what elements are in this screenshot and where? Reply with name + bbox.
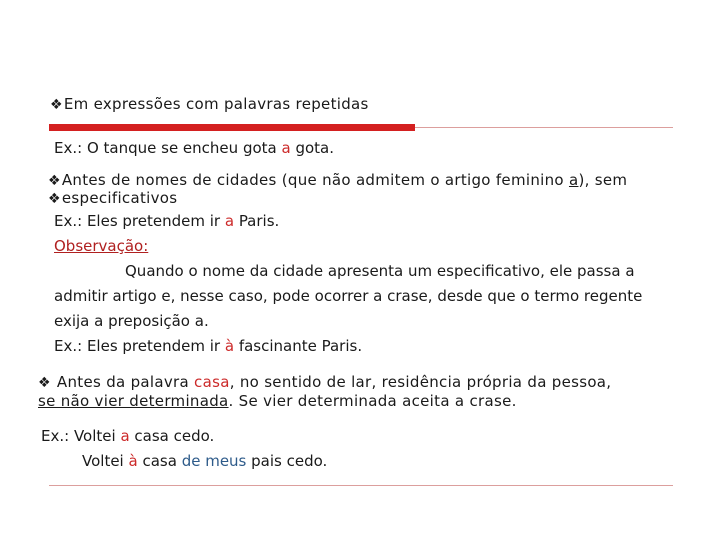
observation-line-3-prefix: exija a preposição [54,312,195,330]
example-4-casa: casa [129,427,169,445]
diamond-bullet-icon: ❖ [48,173,61,189]
example-3-crase: à [224,337,235,355]
example-4-end: cedo. [168,427,215,445]
bullet-item-specificatives [48,189,177,207]
example-1 [54,139,334,157]
example-2-article: a [224,212,235,230]
example-3-end: fascinante Paris. [234,337,363,355]
bullet-word-casa: casa [194,373,230,391]
bullet-text: Em expressões com palavras repetidas [63,95,369,113]
title-accent-bar [49,124,415,131]
bullet-item-casa-continued [38,392,517,410]
example-4-l2-end: pais cedo. [246,452,328,470]
bullet-text: especificativos [61,189,178,207]
example-1-prefix: Ex.: O tanque se encheu [54,139,243,157]
example-1-end: . [329,139,335,157]
bullet-text: Antes da palavra [51,373,195,391]
bullet-text-rest: . Se vier determinada aceita a crase. [228,392,517,410]
example-4-possessive: de meus [181,452,247,470]
bullet-text-rest: , no sentido de lar, residência própria da pessoa, [229,373,612,391]
observation-preposition: a [194,312,204,330]
observation-line-3 [54,312,209,330]
example-1-preposition: a [276,139,296,157]
example-4-prefix: Ex.: Voltei [41,427,121,445]
bullet-item-city-names [48,171,627,189]
example-4-line-2 [82,452,327,470]
example-4-l2-prefix: Voltei [82,452,129,470]
example-4-line-1 [41,427,214,445]
example-2-end: Paris. [234,212,280,230]
bullet-underlined-article: a [568,171,579,189]
bullet-item-repeated-words [50,95,369,113]
observation-line-1: Quando o nome da cidade apresenta um especificativo, ele passa a [125,262,635,280]
bullet-text: Antes de nomes de cidades (que não admitem o artigo feminino [61,171,569,189]
example-3-prefix: Ex.: Eles pretendem ir [54,337,225,355]
observation-title: Observação: [54,237,149,255]
bullet-text-end: ), sem [578,171,628,189]
example-2 [54,212,279,230]
example-1-word1: gota [242,139,277,157]
example-4-l2-casa: casa [137,452,182,470]
title-rule-line [415,127,673,128]
example-3 [54,337,362,355]
bullet-item-casa [38,373,611,391]
diamond-bullet-icon: ❖ [48,191,61,207]
example-2-prefix: Ex.: Eles pretendem ir [54,212,225,230]
observation-line-2: admitir artigo e, nesse caso, pode ocorrer a crase, desde que o termo regente [54,287,643,305]
bullet-underlined-condition: se não vier determinada [38,392,229,410]
example-4-crase: à [128,452,138,470]
example-4-article: a [120,427,130,445]
diamond-bullet-icon: ❖ [50,97,63,113]
diamond-bullet-icon: ❖ [38,375,51,391]
example-1-word2: gota [295,139,330,157]
bottom-rule-line [49,485,673,486]
observation-line-3-end: . [203,312,209,330]
